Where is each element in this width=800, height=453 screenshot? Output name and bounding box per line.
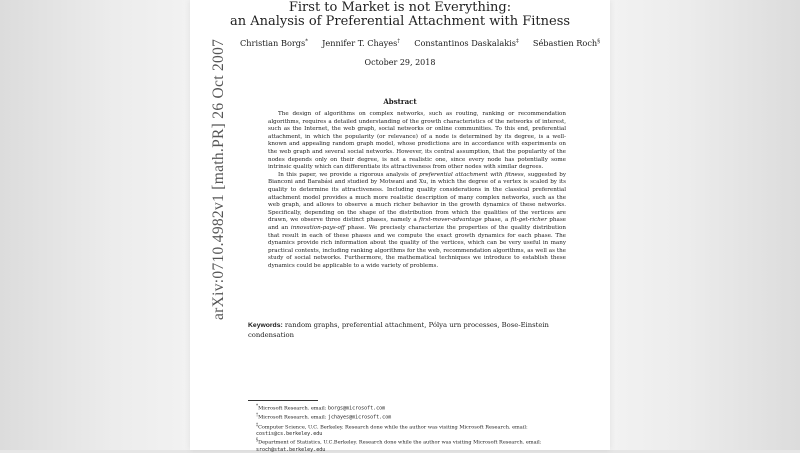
paper-title-line-2: an Analysis of Preferential Attachment with Fitness bbox=[229, 14, 571, 29]
footnotes bbox=[248, 403, 588, 453]
author: Sébastien Roch§ bbox=[532, 38, 600, 48]
footnote-rule bbox=[248, 400, 318, 401]
author: Constantinos Daskalakis‡ bbox=[414, 38, 519, 48]
abstract-heading: Abstract bbox=[383, 97, 417, 106]
author: Christian Borgs* bbox=[240, 38, 308, 48]
left-backdrop bbox=[0, 0, 190, 450]
abstract-paragraph-1: The design of algorithms on complex networks, such as routing, ranking or recommendation algorithms, requires a detailed understanding of the growth characteristics of the networks of interest, such as the Internet, the web graph, social networks or online communities. To this end, preferential attachment, in which the popularity (or relevance) of a node is determined by its degree, is a well-known and appealing random graph model, whose predictions are in accordance with experiments on the web graph and several social networks. However, its central assumption, that the popularity of the nodes depends only on their degree, is not a realistic one, since every node has potentially some intrinsic quality which can differentiate its attractiveness from other nodes with similar degrees. bbox=[268, 111, 566, 171]
paper-date: October 29, 2018 bbox=[364, 58, 436, 67]
author-list bbox=[240, 38, 600, 48]
right-backdrop bbox=[610, 0, 800, 450]
abstract-body bbox=[268, 111, 566, 270]
abstract-paragraph-2: In this paper, we provide a rigorous analysis of preferential attachment with fitness, suggested by Bianconi and Barabási and studied by Motwani and Xu, in which the degree of a vertex is scaled by its quality to determine its attractiveness. Including quality considerations in the classical preferential attachment model provides a much more realistic description of many complex networks, such as the web graph, and allows to observe a much richer behavior in the growth dynamics of these networks. Specifically, depending on the shape of the distribution from which the qualities of the vertices are drawn, we observe three distinct phases, namely a first-mover-advantage phase, a fit-get-richer phase and an innovation-pays-off phase. We precisely characterize the properties of the quality distribution that result in each of these phases and we compute the exact growth dynamics for each phase. The dynamics provide rich information about the quality of the vertices, which can be very useful in many practical contexts, including ranking algorithms for the web, recommendation algorithms, as well as the study of social networks. Furthermore, the mathematical techniques we introduce to establish these dynamics could be applicable to a wide variety of problems. bbox=[268, 171, 567, 269]
author: Jennifer T. Chayes† bbox=[322, 38, 401, 48]
footnote: †Microsoft Research. email: jchayes@microsoft.com bbox=[256, 412, 392, 421]
footnote: ‡Computer Science, U.C. Berkeley. Research done while the author was visiting Microsoft Research. email: costis@cs.berkeley.edu bbox=[256, 421, 528, 437]
footnote: §Department of Statistics, U.C.Berkeley. Research done while the author was visiting Microsoft Research. email: sroch@stat.berkeley.edu bbox=[256, 437, 542, 453]
arxiv-stamp: arXiv:0710.4982v1 [math.PR] 26 Oct 2007 bbox=[210, 38, 227, 320]
footnote: *Microsoft Research. email: borgs@microsoft.com bbox=[256, 403, 386, 412]
paper-title-line-1: First to Market is not Everything: bbox=[288, 0, 512, 15]
keywords: Keywords: random graphs, preferential attachment, Pólya urn processes, Bose-Einstein condensation bbox=[248, 321, 549, 339]
